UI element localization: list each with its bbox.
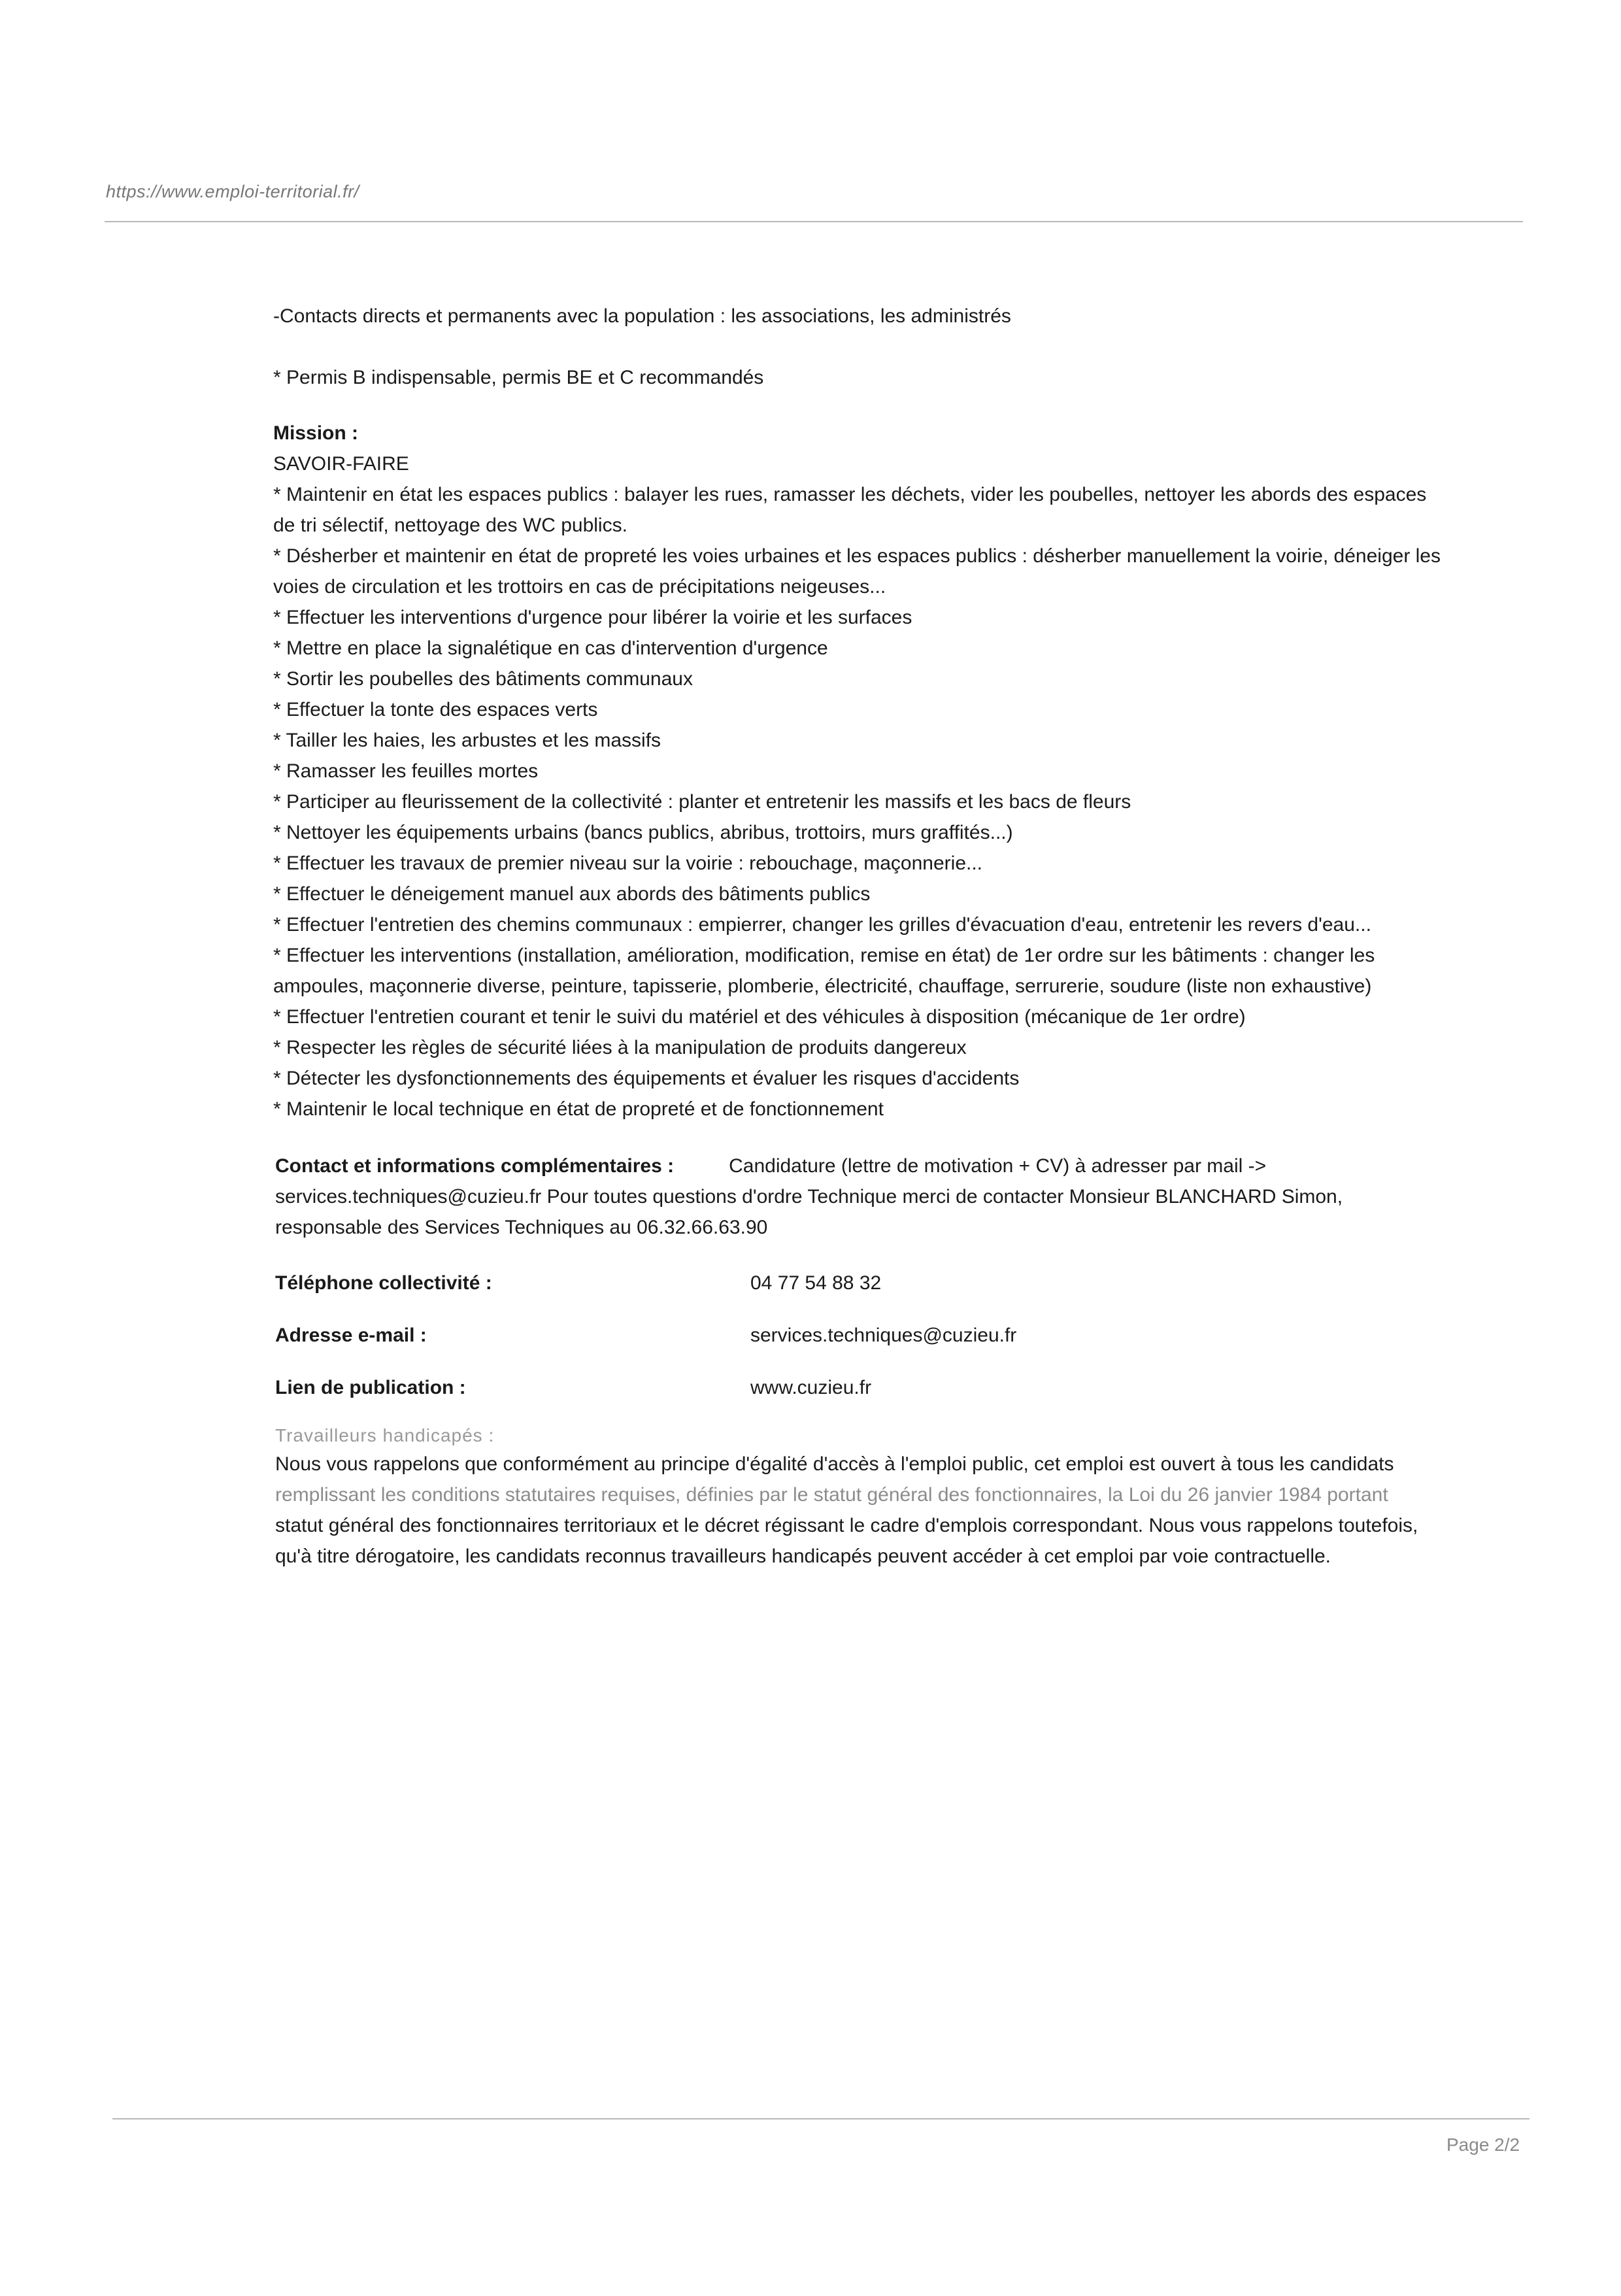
list-item: * Effectuer l'entretien courant et tenir le suivi du matériel et des véhicules à disposition (mécanique de 1er ordre): [273, 1006, 1246, 1028]
email-label: Adresse e-mail :: [275, 1325, 427, 1346]
list-item: * Nettoyer les équipements urbains (bancs publics, abribus, trottoirs, murs graffités...): [273, 822, 1013, 843]
handicap-text-3: statut général des fonctionnaires territoriaux et le décret régissant le cadre d'emplois correspondant. Nous vous rappelons toutefois, qu'à titre dérogatoire, les candidats reconnus travailleurs handicapés peuvent accéder à cet emploi par voie contractuelle.: [275, 1515, 1418, 1567]
header-divider: [105, 221, 1523, 222]
phone-row: [275, 1268, 1450, 1298]
footer-divider: [112, 2118, 1529, 2119]
list-item: * Sortir les poubelles des bâtiments communaux: [273, 668, 693, 690]
list-item: * Effectuer les travaux de premier niveau sur la voirie : rebouchage, maçonnerie...: [273, 853, 983, 874]
list-item: * Ramasser les feuilles mortes: [273, 760, 539, 782]
list-item: * Respecter les règles de sécurité liées à la manipulation de produits dangereux: [273, 1037, 967, 1058]
phone-label: Téléphone collectivité :: [275, 1272, 492, 1294]
link-row: [275, 1372, 1450, 1403]
document-body: [273, 301, 1450, 1572]
phone-value: 04 77 54 88 32: [750, 1272, 882, 1294]
list-item: * Tailler les haies, les arbustes et les massifs: [273, 730, 661, 751]
permis-text: * Permis B indispensable, permis BE et C recommandés: [273, 367, 764, 388]
mission-title: Mission :: [273, 422, 359, 444]
list-item: * Effectuer les interventions (installation, amélioration, modification, remise en état) de 1er ordre sur les bâtiments : changer les ampoules, maçonnerie diverse, peinture, tapisserie, plomberie, électricité, chauffage, serrurerie, soudure (liste non exhaustive): [273, 945, 1375, 997]
handicap-section: [275, 1423, 1450, 1572]
list-item: * Désherber et maintenir en état de propreté les voies urbaines et les espaces publics : désherber manuellement la voirie, déneiger les voies de circulation et les trottoirs en cas de précipitations neigeuses...: [273, 545, 1441, 598]
page-number: Page 2/2: [1446, 2135, 1520, 2155]
list-item: * Effectuer la tonte des espaces verts: [273, 699, 598, 720]
list-item: * Effectuer les interventions d'urgence pour libérer la voirie et les surfaces: [273, 607, 912, 628]
link-value: www.cuzieu.fr: [750, 1377, 872, 1398]
handicap-text-2: remplissant les conditions statutaires requises, définies par le statut général des fonctionnaires, la Loi du 26 janvier 1984 portant: [275, 1484, 1388, 1506]
list-item: * Effectuer le déneigement manuel aux abords des bâtiments publics: [273, 883, 871, 905]
list-item: * Détecter les dysfonctionnements des équipements et évaluer les risques d'accidents: [273, 1068, 1020, 1089]
header-url: https://www.emploi-territorial.fr/: [106, 182, 359, 201]
contact-label: Contact et informations complémentaires :: [275, 1155, 675, 1177]
handicap-title: Travailleurs handicapés :: [275, 1425, 495, 1445]
list-item: * Maintenir en état les espaces publics : balayer les rues, ramasser les déchets, vider les poubelles, nettoyer les abords des espaces de tri sélectif, nettoyage des WC publics.: [273, 484, 1427, 536]
email-row: [275, 1320, 1450, 1351]
savoir-faire-label: SAVOIR-FAIRE: [273, 453, 409, 475]
list-item: * Participer au fleurissement de la collectivité : planter et entretenir les massifs et les bacs de fleurs: [273, 791, 1131, 813]
link-label: Lien de publication :: [275, 1377, 466, 1398]
list-item: * Mettre en place la signalétique en cas d'intervention d'urgence: [273, 637, 828, 659]
list-item: * Maintenir le local technique en état de propreté et de fonctionnement: [273, 1098, 884, 1120]
handicap-text-1: Nous vous rappelons que conformément au principe d'égalité d'accès à l'emploi public, cet emploi est ouvert à tous les candidats: [275, 1453, 1394, 1475]
intro-text: -Contacts directs et permanents avec la population : les associations, les administrés: [273, 305, 1011, 327]
email-value: services.techniques@cuzieu.fr: [750, 1325, 1017, 1346]
contact-text: Candidature (lettre de motivation + CV) à adresser par mail -> services.techniques@cuzieu.fr Pour toutes questions d'ordre Technique merci de contacter Monsieur BLANCHARD Simon, responsable des Services Techniques au 06.32.66.63.90: [275, 1155, 1343, 1238]
contact-block: [275, 1151, 1450, 1243]
mission-list: [273, 479, 1450, 1124]
list-item: * Effectuer l'entretien des chemins communaux : empierrer, changer les grilles d'évacuation d'eau, entretenir les revers d'eau...: [273, 914, 1371, 936]
